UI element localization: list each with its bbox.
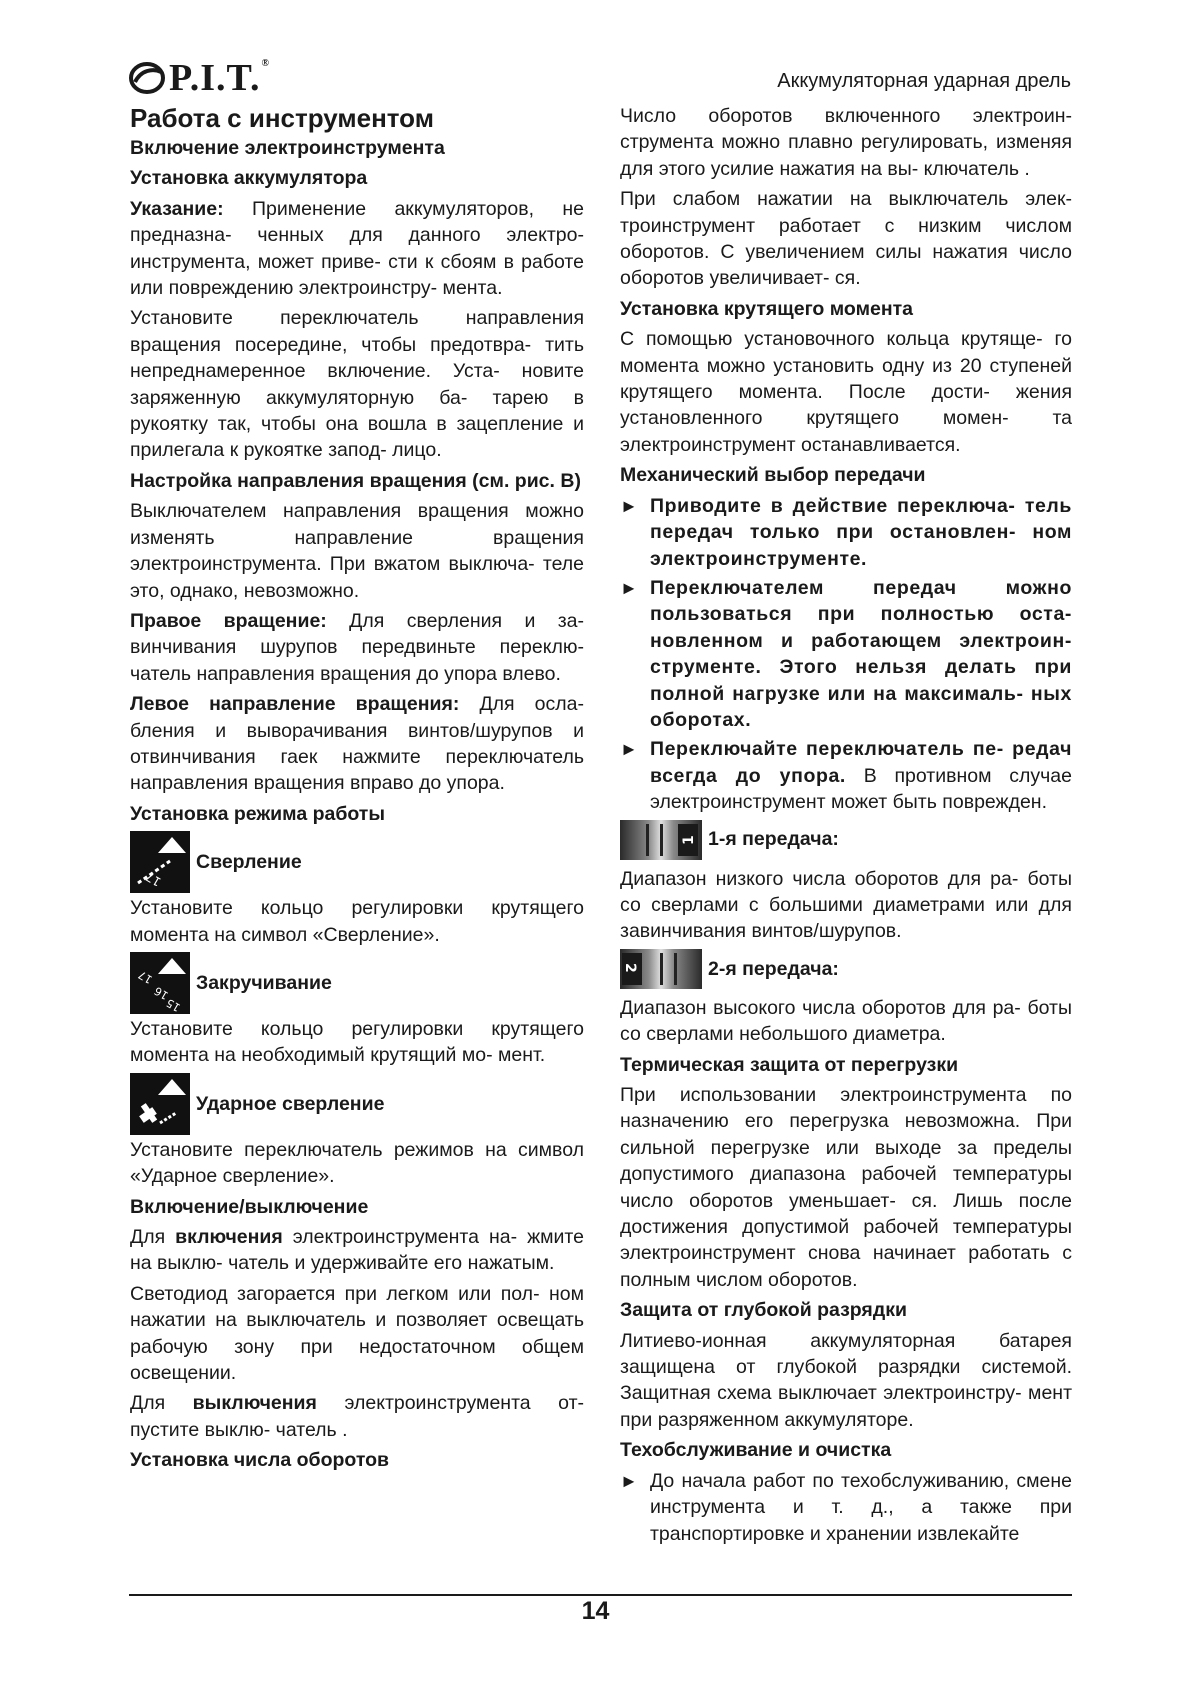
bullet-arrow-icon: ► [620, 495, 638, 516]
brand-logo [129, 58, 270, 98]
deep-discharge-paragraph: Литиево-ионная аккумуляторная батарея защищена от глубокой разрядки системой. Защитная схема выключает электроинстру- мент при разряженном аккумуляторе. [620, 1329, 1072, 1431]
right-rotation-paragraph: Правое вращение: Для сверления и за- винчивания шурупов передвиньте переклю- чатель направления вращения до упора влево. [130, 609, 584, 685]
speed-paragraph-2: При слабом нажатии на выключатель элек- троинструмент работает с низким числом оборотов. С увеличением силы нажатия число оборотов увеличивает- ся. [620, 188, 1072, 290]
drill-mode-label: Сверление [196, 850, 302, 873]
logo-text: P.I.T.® [169, 57, 271, 99]
off-paragraph: Для выключения электроинструмента от- пустите выклю- чатель . [130, 1392, 584, 1441]
pit-emblem-icon [129, 60, 165, 96]
on-paragraph: Для включения электроинструмента на- жмите на выклю- чатель и удерживайте его нажатым. [130, 1226, 584, 1275]
mode-impact [130, 1073, 584, 1135]
speed-paragraph-1: Число оборотов включенного электроин- струмента можно плавно регулировать, изменяя для этого усилие нажатия на вы- ключатель . [620, 105, 1072, 180]
section-title: Работа с инструментом [130, 103, 434, 133]
gear-switch-2-icon [620, 949, 702, 989]
note-paragraph: Указание: Применение аккумуляторов, не предназна- ченных для данного электро- инструмента, может приве- сти к сбоям в работе или повреждению электроинстру- мента. [130, 197, 584, 300]
left-column [130, 103, 584, 1478]
list-item: ► Переключателем передач можно пользоваться при полностью оста- новленном и работающем электроин- струменте. Этого нельзя делать при полной нагрузке или на максималь- ных оборотах. [620, 575, 1072, 733]
screw-paragraph: Установите кольцо регулировки крутящего момента на необходимый крутящий мо- мент. [130, 1017, 584, 1067]
drill-mode-icon [130, 831, 190, 893]
heading-mode: Установка режима работы [130, 802, 386, 825]
heading-direction: Настройка направления вращения (см. рис. B) [130, 469, 581, 492]
heading-service: Техобслуживание и очистка [620, 1439, 892, 1462]
list-item: ► Приводите в действие переключа- тель передач только при остановлен- ном электроинструменте. [620, 493, 1072, 572]
heading-torque: Установка крутящего момента [620, 297, 914, 320]
gear-2-paragraph: Диапазон высокого числа оборотов для ра- боты со сверлами небольшого диаметра. [620, 996, 1072, 1046]
heading-battery: Установка аккумулятора [130, 167, 368, 190]
install-paragraph: Установите переключатель направления вращения посередине, чтобы предотвра- тить непреднамеренное включение. Уста- новите заряженную аккумуляторную ба- тарею в рукоятку так, чтобы она вошла в зацепление и прилегала к рукоятке запод- лицо. [130, 307, 584, 462]
gear-2-label: 2-я передача: [708, 957, 839, 980]
svg-text:1: 1 [681, 834, 697, 845]
led-paragraph: Светодиод загорается при легком или пол- ном нажатии на выключатель и позволяет освещать рабочую зону при недостаточном общем освещении. [130, 1282, 584, 1385]
bullet-arrow-icon: ► [620, 577, 638, 598]
heading-thermal: Термическая защита от перегрузки [620, 1053, 959, 1076]
svg-text:15: 15 [164, 995, 183, 1014]
bullet-arrow-icon: ► [620, 739, 638, 760]
gear-2 [620, 949, 1072, 989]
bullet-arrow-icon: ► [620, 1470, 638, 1491]
footer-divider [129, 1594, 1072, 1596]
impact-mode-label: Ударное сверление [196, 1092, 385, 1115]
heading-onoff: Включение/выключение [130, 1195, 369, 1218]
gear-1-paragraph: Диапазон низкого числа оборотов для ра- боты со сверлами с большими диаметрами или для завинчивания винтов/шурупов. [620, 867, 1072, 943]
svg-text:2: 2 [622, 962, 638, 973]
svg-text:16: 16 [152, 983, 171, 1003]
svg-text:17: 17 [136, 967, 155, 987]
document-title: Аккумуляторная ударная дрель [777, 70, 1071, 92]
list-item: ► До начала работ по техобслуживанию, смене инструмента и т. д., а также при транспортировке и хранении извлекайте [620, 1468, 1072, 1547]
heading-gear: Механический выбор передачи [620, 464, 926, 487]
screw-mode-icon [130, 952, 190, 1014]
thermal-paragraph: При использовании электроинструмента по назначению его перегрузка невозможна. При сильной перегрузке или выходе за пределы допустимого диапазона рабочей температуры число оборотов уменьшает- ся. Лишь после достижения допустимой рабочей температуры электроинструмент снова начинает работать с полным числом оборотов. [620, 1084, 1072, 1291]
page-number: 14 [581, 1597, 610, 1625]
heading-power-on: Включение электроинструмента [130, 137, 445, 159]
gear-1 [620, 820, 1072, 860]
gear-switch-1-icon [620, 820, 702, 860]
svg-text:17: 17 [143, 869, 164, 890]
heading-speed: Установка числа оборотов [130, 1449, 390, 1472]
mode-drill [130, 831, 584, 893]
mode-screw [130, 952, 584, 1014]
impact-paragraph: Установите переключатель режимов на символ «Ударное сверление». [130, 1138, 584, 1188]
torque-paragraph: С помощью установочного кольца крутяще- го момента можно установить одну из 20 ступеней крутящего момента. После дости- жения установленного крутящего момен- та электроинструмент останавливается. [620, 328, 1072, 456]
screw-mode-label: Закручивание [196, 971, 332, 994]
hammer-mode-icon [130, 1073, 190, 1135]
heading-deep-discharge: Защита от глубокой разрядки [620, 1299, 907, 1322]
drill-paragraph: Установите кольцо регулировки крутящего момента на символ «Сверление». [130, 897, 584, 946]
direction-paragraph: Выключателем направления вращения можно изменять направление вращения электроинструмента. При вжатом выключа- теле это, однако, невозможно. [130, 500, 584, 602]
list-item: ► Переключайте переключатель пе- редач всегда до упора. В противном случае электроинструмент может быть поврежден. [620, 736, 1072, 815]
gear-1-label: 1-я передача: [708, 828, 839, 851]
left-rotation-paragraph: Левое направление вращения: Для осла- бления и выворачивания винтов/шурупов и отвинчивания гаек нажмите переключатель направления вращения вправо до упора. [130, 693, 584, 795]
right-column [620, 103, 1072, 1550]
